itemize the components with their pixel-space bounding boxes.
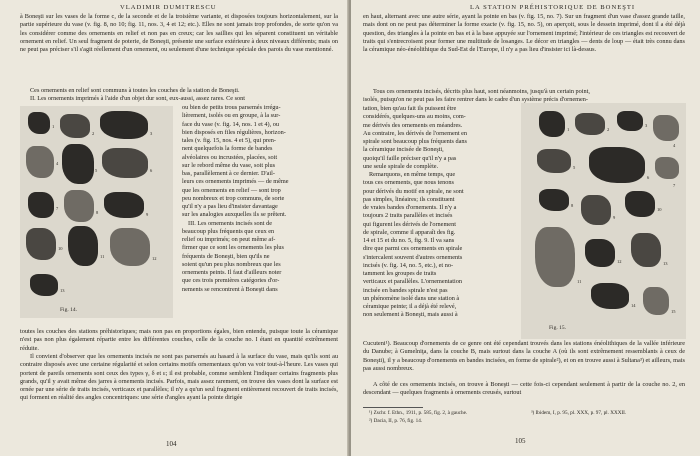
sherd-number: 14 (631, 303, 636, 308)
right-paragraph-2: A côté de ces ornements incisés, on trouve à Boneşti — cette fois-ci cependant seulement à partir de la couche no. 2, en descendant — quelques fragments à ornements creusés, surtout (363, 381, 685, 397)
text-line: lièrement, isolés ou en groupe, à la sur- (182, 112, 281, 120)
sherd-number: 9 (146, 212, 149, 217)
text-line: sur le rebord même du vase, soit plus (182, 161, 276, 169)
sherd-number: 1 (52, 124, 55, 129)
text-line: III. Les ornements incisés sont de (188, 219, 273, 227)
sherd-number: 5 (95, 168, 98, 173)
text-line: bien disposés en files régulières, horizon- (182, 128, 286, 136)
sherd-number: 10 (58, 246, 63, 251)
text-line: tation, bien qu'au fait ils puissent être (363, 105, 457, 112)
right-running-header: LA STATION PRÉHISTORIQUE DE BONEŞTI (470, 4, 636, 11)
text-line: dire que parmi ces ornements en spirale (363, 245, 463, 253)
sherd-8 (64, 190, 94, 222)
text-line: Tous ces ornements incisés, décrits plus haut, sont néanmoins, jusqu'à un certain point, (373, 88, 590, 95)
text-line: tales (v. fig. 15, nos. 4 et 5), qui pren- (182, 137, 277, 144)
text-line: tamment les groupes de traits (363, 270, 437, 277)
text-line: me dérivés des ornements en méandres. (363, 121, 463, 129)
sherd-number: 1 (567, 127, 570, 132)
sherd-number: 2 (92, 131, 95, 136)
sherd-12 (585, 239, 615, 267)
text-line: isolés, puisqu'on ne peut pas les faire rentrer dans le cadre d'un système précis d'ornemen- (363, 96, 589, 104)
sherd-4 (26, 146, 54, 178)
sherd-12 (110, 228, 150, 266)
text-line: ornements peints. Il faut d'ailleurs noter (182, 269, 282, 276)
sherd-3 (100, 111, 148, 139)
text-line: leurs ces ornements imprimés — de même (182, 178, 289, 186)
text-line: que ces trois premières catégories d'or- (182, 277, 280, 285)
text-line: firmer que ce sont les ornements les plus (182, 244, 284, 252)
sherd-number: 10 (657, 207, 662, 212)
text-line: non seulement à Boneşti, mais aussi à (363, 311, 458, 319)
sherd-10 (625, 191, 655, 217)
text-line: alvéolaires ou incrustées, placées, soit (182, 153, 278, 161)
figure-14-caption: Fig. 14. (60, 307, 77, 313)
sherd-number: 13 (60, 288, 65, 293)
sherd-number: 6 (647, 175, 650, 180)
sherd-number: 15 (671, 309, 676, 314)
footnote-1: ¹) Zschr. f. Ethn., 1911, p. 585, fig. 2, à gauche. (369, 410, 468, 416)
right-page (351, 0, 700, 456)
text-line: 14 et 15 et du no. 5, fig. 9. Il va sans (363, 237, 455, 244)
left-column-text (182, 104, 340, 294)
sherd-10 (26, 228, 56, 260)
text-line: incisés (v. fig. 14, no. 5, etc.), et no- (363, 261, 454, 269)
right-tail-paragraph: Cucuteni¹). Beaucoup d'ornements de ce genre ont été cependant trouvés dans les stations énéolithiques de la vallée inférieure du Danube; à Gumelniţa, dans la couche B, mais surtout dans la couche A (où ils sont extrêmement ressemblants à ceux de Boneşti), il y a beaucoup d'ornements en bandes incisées, en forme de spirale²), et on en trouve aussi à Sultana³) et ailleurs, mais pas aussi nombreux. (363, 340, 685, 372)
sherd-number: 7 (56, 206, 59, 211)
sherd-number: 12 (152, 256, 157, 261)
text-line: la céramique incisée de Boneşti, (363, 146, 444, 154)
sherd-number: 7 (673, 183, 676, 188)
sherd-4 (653, 115, 679, 141)
sherd-1 (28, 112, 50, 134)
sherd-7 (655, 157, 679, 179)
text-line: beaucoup plus fréquents que ceux en (182, 227, 275, 235)
left-page (0, 0, 349, 456)
figure-15 (521, 103, 686, 339)
text-line: incisée en bandes spirale n'est pas (363, 286, 448, 294)
text-line: pas simples, linéaires; ils constituent (363, 195, 455, 203)
text-line: tous ces ornements, que nous tenons (363, 179, 454, 187)
sherd-15 (643, 287, 669, 315)
left-paragraph-4: Il convient d'observer que les ornements incisés ne sont pas parsemés au hasard à la surface du vase, mais qu'ils sont au contraire disposés avec une certaine régularité et selon certains motifs ornementaux qu'on va voir tout-à-l'heure. Les vases qui portent de pareils ornements sont ceux des types γ, δ et ε; il est probable, comme semblent l'indiquer certains fragments plus grands, qu'il y avait même des jarres à ornements incisés. Parfois, mais assez rarement, on trouve des vases dont la surface est ornée par une série de traits incisés, verticaux et parallèles; il n'y a qu'un seul fragment entièrement recouvert de traits incisés, qui forment en réalité des angles concentriques: une série d'angles ayant la pointe dirigée (20, 353, 338, 402)
text-line: Remarquons, en même temps, que (369, 171, 456, 178)
text-line: peu nombreux et trop communs, de sorte (182, 194, 285, 202)
text-line: bas, parallèlement à ce dernier. D'ail- (182, 170, 275, 177)
text-line: face du vase (v. fig. 14, nos. 1 et 4), ou (182, 120, 279, 128)
sherd-11 (535, 227, 575, 287)
figure-14 (20, 106, 173, 318)
text-line: verticaux et parallèles. L'ornementation (363, 278, 462, 286)
sherd-number: 11 (577, 279, 582, 284)
left-page-number: 104 (166, 440, 177, 448)
text-line: un phénomène isolé dans une station à (363, 294, 460, 302)
left-paragraph-2: Ces ornements en relief sont communs à toutes les couches de la station de Boneşti. (30, 87, 240, 94)
sherd-8 (539, 189, 569, 211)
sherd-number: 11 (100, 254, 105, 259)
sherd-5 (537, 149, 571, 173)
text-line: quoiqu'il faille préciser qu'il n'y a pas (363, 154, 457, 162)
text-line: considérés, quelques-uns au moins, com- (363, 113, 466, 121)
sherd-number: 9 (613, 215, 616, 220)
sherd-number: 12 (617, 259, 622, 264)
text-line: s'intercalent souvent d'autres ornements (363, 253, 463, 261)
footnote-3: ³) Ibidem, I, p. 95, pl. XXX, p. 97, pl. XXXII. (531, 410, 627, 416)
sherd-3 (617, 111, 643, 131)
text-line: relief ou imprimés; on peut même af- (182, 236, 276, 243)
text-line: nent quelquefois la forme de bandes (182, 145, 273, 153)
left-tail-paragraph: toutes les couches des stations préhistoriques; mais non pas en proportions égales, bien entendu, puisque toute la céramique n'est pas non plus également répartie entre les différentes couches, celle de la couche no. I étant en quantité extrêmement réduite. (20, 328, 338, 352)
right-intro-paragraph: en haut, alternant avec une autre série, ayant la pointe en bas (v. fig. 15, no. 7). Sur un fragment d'un vase d'assez grande taille, mais dont on ne peut pas déterminer la forme exacte (v. fig. 15, no. 5), on aperçoit, sous le dessein imprimé, dont il a été déjà question, des triangles à la pointe en bas et à la base appuyée sur l'ornement imprimé; l'intérieur de ces triangles est recouvert de traits qui s'entrecroisent pour former une multitude de losanges. Le décor en triangles — dents de loup — était très connu dans la céramique néo-énéolithique du Sud-Est de l'Europe, il n'y a pas lieu d'insister ici là-dessus. (363, 13, 685, 53)
sherd-number: 4 (56, 161, 59, 166)
sherd-number: 4 (673, 143, 676, 148)
text-line: de vraies bandes d'ornements. Il n'y a (363, 204, 457, 211)
text-line: fréquents de Boneşti, bien qu'ils ne (182, 252, 270, 260)
text-line: que les ornements en relief — sont trop (182, 186, 281, 194)
left-intro-paragraph: à Boneşti sur les vases de la forme c, de la seconde et de la troisième variante, et disposées toujours horizontalement, sur la partie supérieure du vase (v. fig. 8, no 10; fig. 11, nos. 3, 4 et 12; etc.). Elles ne sont jamais trop profondes, de sorte qu'on va les considérer comme des ornements en relief et non pas en creux; car les saillies qui les séparent constituent un véritable ornement en relief. Un seul fragment de poterie, de Boneşti, présente une surface extérieure à deux niveaux différents; mais on ne peut pas préciser s'il s'agit réellement d'un ornement, ou seulement d'une technique spéciale des parois du vase mentionné. (20, 13, 338, 53)
text-line: qu'il n'y a pas lieu d'insister davantage (182, 203, 278, 210)
sherd-number: 8 (571, 203, 574, 208)
text-line: pour dérivés du motif en spirale, ne sont (363, 187, 464, 195)
sherd-number: 13 (663, 261, 668, 266)
sherd-6 (102, 148, 148, 178)
sherd-1 (539, 111, 565, 137)
text-line: céramique peinte; il a déjà été relevé, (363, 303, 457, 310)
sherd-7 (28, 192, 54, 218)
text-line: nements se rencontrent à Boneşti dans (182, 285, 278, 293)
sherd-11 (68, 226, 98, 266)
sherd-number: 8 (96, 210, 99, 215)
left-paragraph-3-head: II. Les ornements imprimés à l'aide d'un objet dur sont, eux-aussi, assez rares. Ce sont (30, 95, 246, 102)
sherd-number: 5 (573, 165, 576, 170)
text-line: sur les analogies auxquelles ils se prêtent. (182, 211, 287, 219)
text-line: Au contraire, les dérivés de l'ornement en (363, 129, 468, 137)
text-line: ou bien de petits trous parsemés irrégu- (182, 104, 281, 111)
sherd-5 (62, 144, 94, 184)
right-column-text (363, 105, 513, 320)
sherd-2 (575, 113, 605, 135)
sherd-13 (631, 233, 661, 267)
text-line: une seule spirale de complète. (363, 162, 439, 170)
sherd-number: 3 (645, 123, 648, 128)
sherd-number: 3 (150, 131, 153, 136)
sherd-9 (104, 192, 144, 218)
sherd-14 (591, 283, 629, 309)
sherd-number: 6 (150, 168, 153, 173)
text-line: qui figurent les dérivés de l'ornement (363, 220, 456, 228)
sherd-2 (60, 114, 90, 138)
footnote-rule (363, 407, 423, 408)
sherd-13 (30, 274, 58, 296)
sherd-9 (581, 195, 611, 225)
figure-15-caption: Fig. 15. (549, 325, 566, 331)
right-page-number: 105 (515, 437, 526, 445)
text-line: toujours 2 traits parallèles et incisés (363, 212, 453, 220)
sherd-6 (589, 147, 645, 183)
text-line: spirale sont beaucoup plus fréquents dans (363, 138, 467, 145)
text-line: soient qu'un peu plus nombreux que les (182, 260, 281, 268)
text-line: de spirale, comme il apparaît des fig. (363, 228, 456, 236)
footnote-2: ²) Dacia, II, p. 76, fig. 14. (369, 418, 423, 424)
left-running-header: VLADIMIR DUMITRESCU (120, 4, 217, 11)
sherd-number: 2 (607, 127, 610, 132)
